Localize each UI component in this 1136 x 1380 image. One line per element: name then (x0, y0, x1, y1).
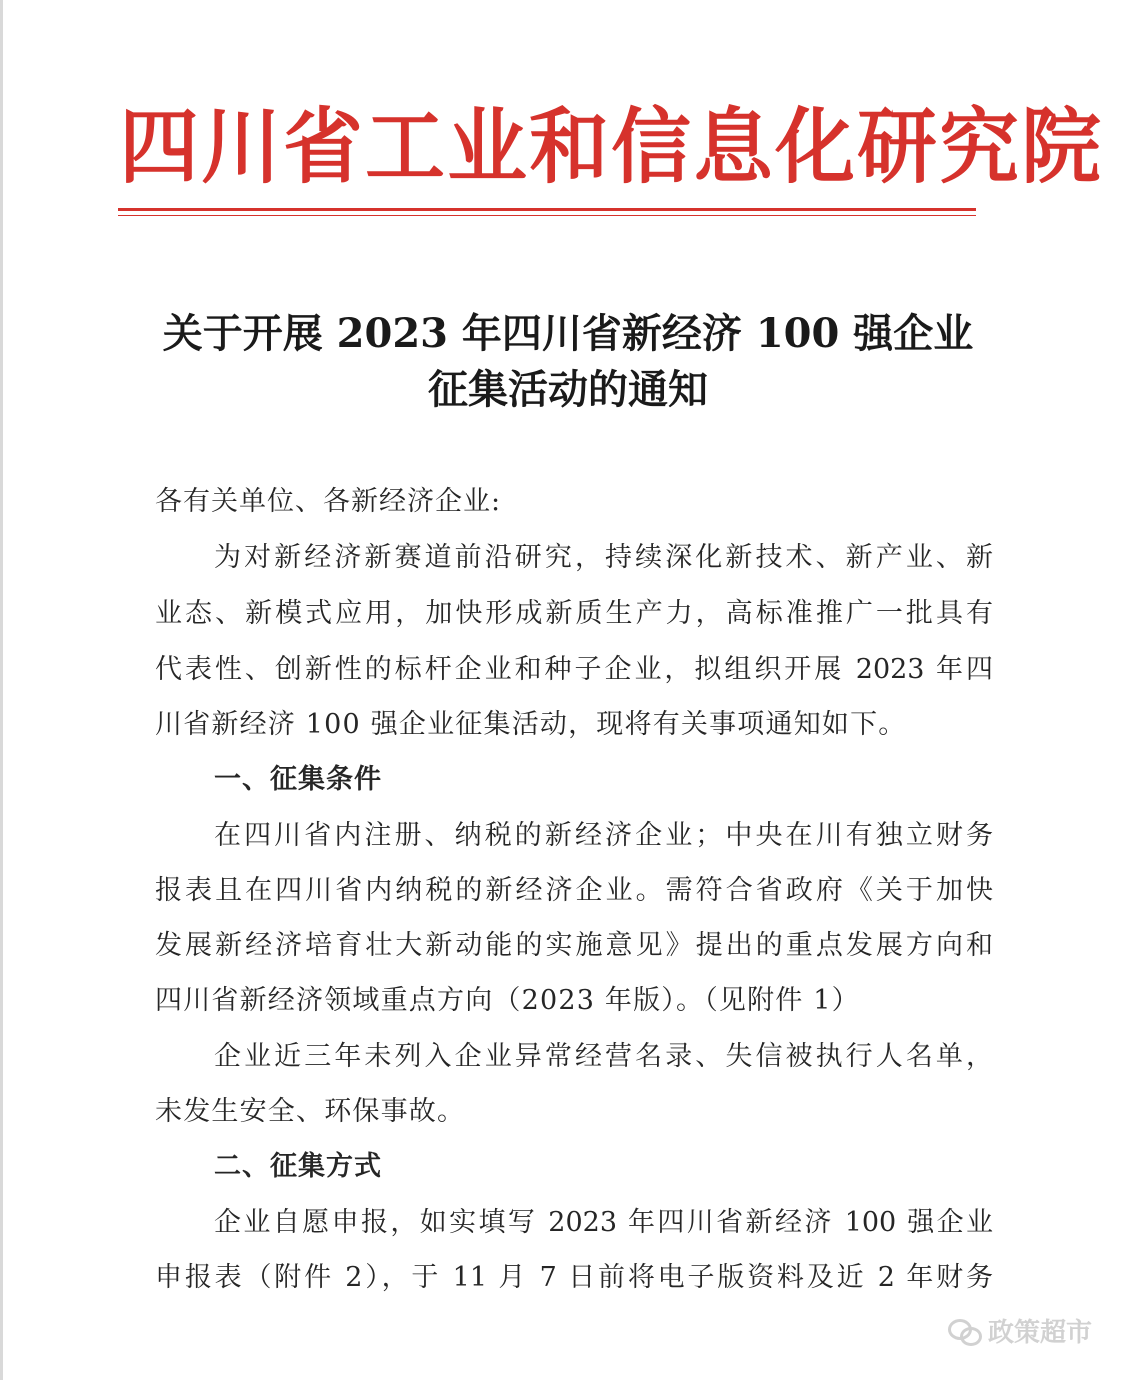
section-heading-conditions: 一、征集条件 (214, 764, 382, 795)
intro-line: 为对新经济新赛道前沿研究，持续深化新技术、新产业、新 (214, 542, 993, 573)
letterhead-rule-thin (118, 215, 976, 216)
document-title-line2: 征集活动的通知 (428, 366, 708, 413)
watermark-text: 政策超市 (988, 1318, 1093, 1348)
intro-line: 代表性、创新性的标杆企业和种子企业，拟组织开展 2023 年四 (155, 654, 993, 685)
letterhead-char: 四 (119, 100, 199, 195)
letterhead-char: 究 (939, 100, 1019, 195)
section1-line: 企业近三年未列入企业异常经营名录、失信被执行人名单， (214, 1041, 993, 1072)
organization-letterhead (118, 100, 1101, 195)
letterhead-char: 业 (447, 100, 527, 195)
section1-line: 四川省新经济领域重点方向（2023 年版）。（见附件 1） (155, 985, 860, 1016)
section-heading-method: 二、征集方式 (214, 1151, 382, 1182)
wechat-icon (948, 1317, 982, 1345)
letterhead-char: 工 (365, 100, 445, 195)
intro-line: 川省新经济 100 强企业征集活动，现将有关事项通知如下。 (155, 709, 907, 740)
section2-line: 企业自愿申报，如实填写 2023 年四川省新经济 100 强企业 (214, 1207, 993, 1238)
salutation: 各有关单位、各新经济企业: (155, 486, 502, 517)
letterhead-char: 研 (857, 100, 937, 195)
letterhead-char: 信 (611, 100, 691, 195)
section1-line: 发展新经济培育壮大新动能的实施意见》提出的重点发展方向和 (155, 930, 993, 961)
section1-line: 未发生安全、环保事故。 (155, 1096, 466, 1127)
section1-line: 报表且在四川省内纳税的新经济企业。需符合省政府《关于加快 (155, 875, 993, 906)
letterhead-char: 和 (529, 100, 609, 195)
letterhead-rule-thick (118, 208, 976, 211)
document-title-line1: 关于开展 2023 年四川省新经济 100 强企业 (162, 310, 974, 357)
watermark (948, 1312, 1092, 1349)
letterhead-char: 川 (201, 100, 281, 195)
letterhead-char: 息 (693, 100, 773, 195)
letterhead-char: 化 (775, 100, 855, 195)
section1-line: 在四川省内注册、纳税的新经济企业；中央在川有独立财务 (214, 820, 993, 851)
section2-line: 申报表（附件 2），于 11 月 7 日前将电子版资料及近 2 年财务 (155, 1262, 993, 1293)
letterhead-char: 省 (283, 100, 363, 195)
intro-line: 业态、新模式应用，加快形成新质生产力，高标准推广一批具有 (155, 598, 993, 629)
letterhead-char: 院 (1021, 100, 1101, 195)
page-edge (0, 0, 3, 1380)
